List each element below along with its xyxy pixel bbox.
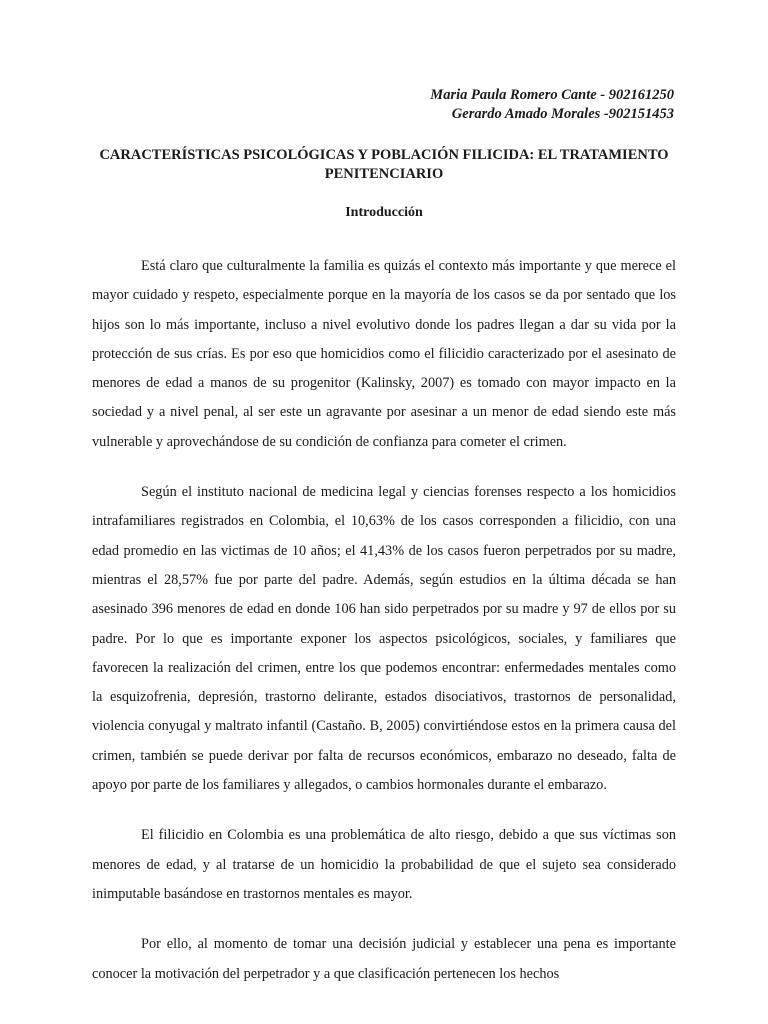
paragraph: Está claro que culturalmente la familia es quizás el contexto más importante y que merece el mayor cuidado y respeto, especialmente porque en la mayoría de los casos se da por sentado que los hijos son lo más importante, incluso a nivel evolutivo donde los padres llegan a dar su vida por la protección de sus crías. Es por eso que homicidios como el filicidio caracterizado por el asesinato de menores de edad a manos de su progenitor (Kalinsky, 2007) es tomado con mayor impacto en la sociedad y a nivel penal, al ser este un agravante por asesinar a un menor de edad siendo este más vulnerable y aprovechándose de su condición de confianza para cometer el crimen.: [92, 258, 676, 450]
author-line: Maria Paula Romero Cante - 902161250: [430, 87, 674, 103]
author-line: Gerardo Amado Morales -902151453: [451, 106, 674, 122]
document-title: CARACTERÍSTICAS PSICOLÓGICAS Y POBLACIÓN FILICIDA: EL TRATAMIENTO PENITENCIARIO: [99, 147, 669, 182]
paragraph: Según el instituto nacional de medicina legal y ciencias forenses respecto a los homicidios intrafamiliares registrados en Colombia, el 10,63% de los casos corresponden a filicidio, con una edad promedio en las victimas de 10 años; el 41,43% de los casos fueron perpetrados por su madre, mientras el 28,57% fue por parte del padre. Además, según estudios en la última década se han asesinado 396 menores de edad en donde 106 han sido perpetrados por su madre y 97 de ellos por su padre. Por lo que es importante exponer los aspectos psicológicos, sociales, y familiares que favorecen la realización del crimen, entre los que podemos encontrar: enfermedades mentales como la esquizofrenia, depresión, trastorno delirante, estados disociativos, trastornos de personalidad, violencia conyugal y maltrato infantil (Castaño. B, 2005) convirtiéndose estos en la primera causa del crimen, también se puede derivar por falta de recursos económicos, embarazo no deseado, falta de apoyo por parte de los familiares y allegados, o cambios hormonales durante el embarazo.: [92, 484, 676, 794]
section-heading: Introducción: [345, 205, 423, 220]
paragraph: El filicidio en Colombia es una problemática de alto riesgo, debido a que sus víctimas son menores de edad, y al tratarse de un homicidio la probabilidad de que el sujeto sea considerado inimputable basándose en trastornos mentales es mayor.: [92, 827, 676, 902]
body-text: [92, 252, 676, 1010]
paragraph: Por ello, al momento de tomar una decisión judicial y establecer una pena es importante conocer la motivación del perpetrador y a que clasificación pertenecen los hechos: [92, 936, 676, 982]
author-block: [430, 86, 674, 124]
